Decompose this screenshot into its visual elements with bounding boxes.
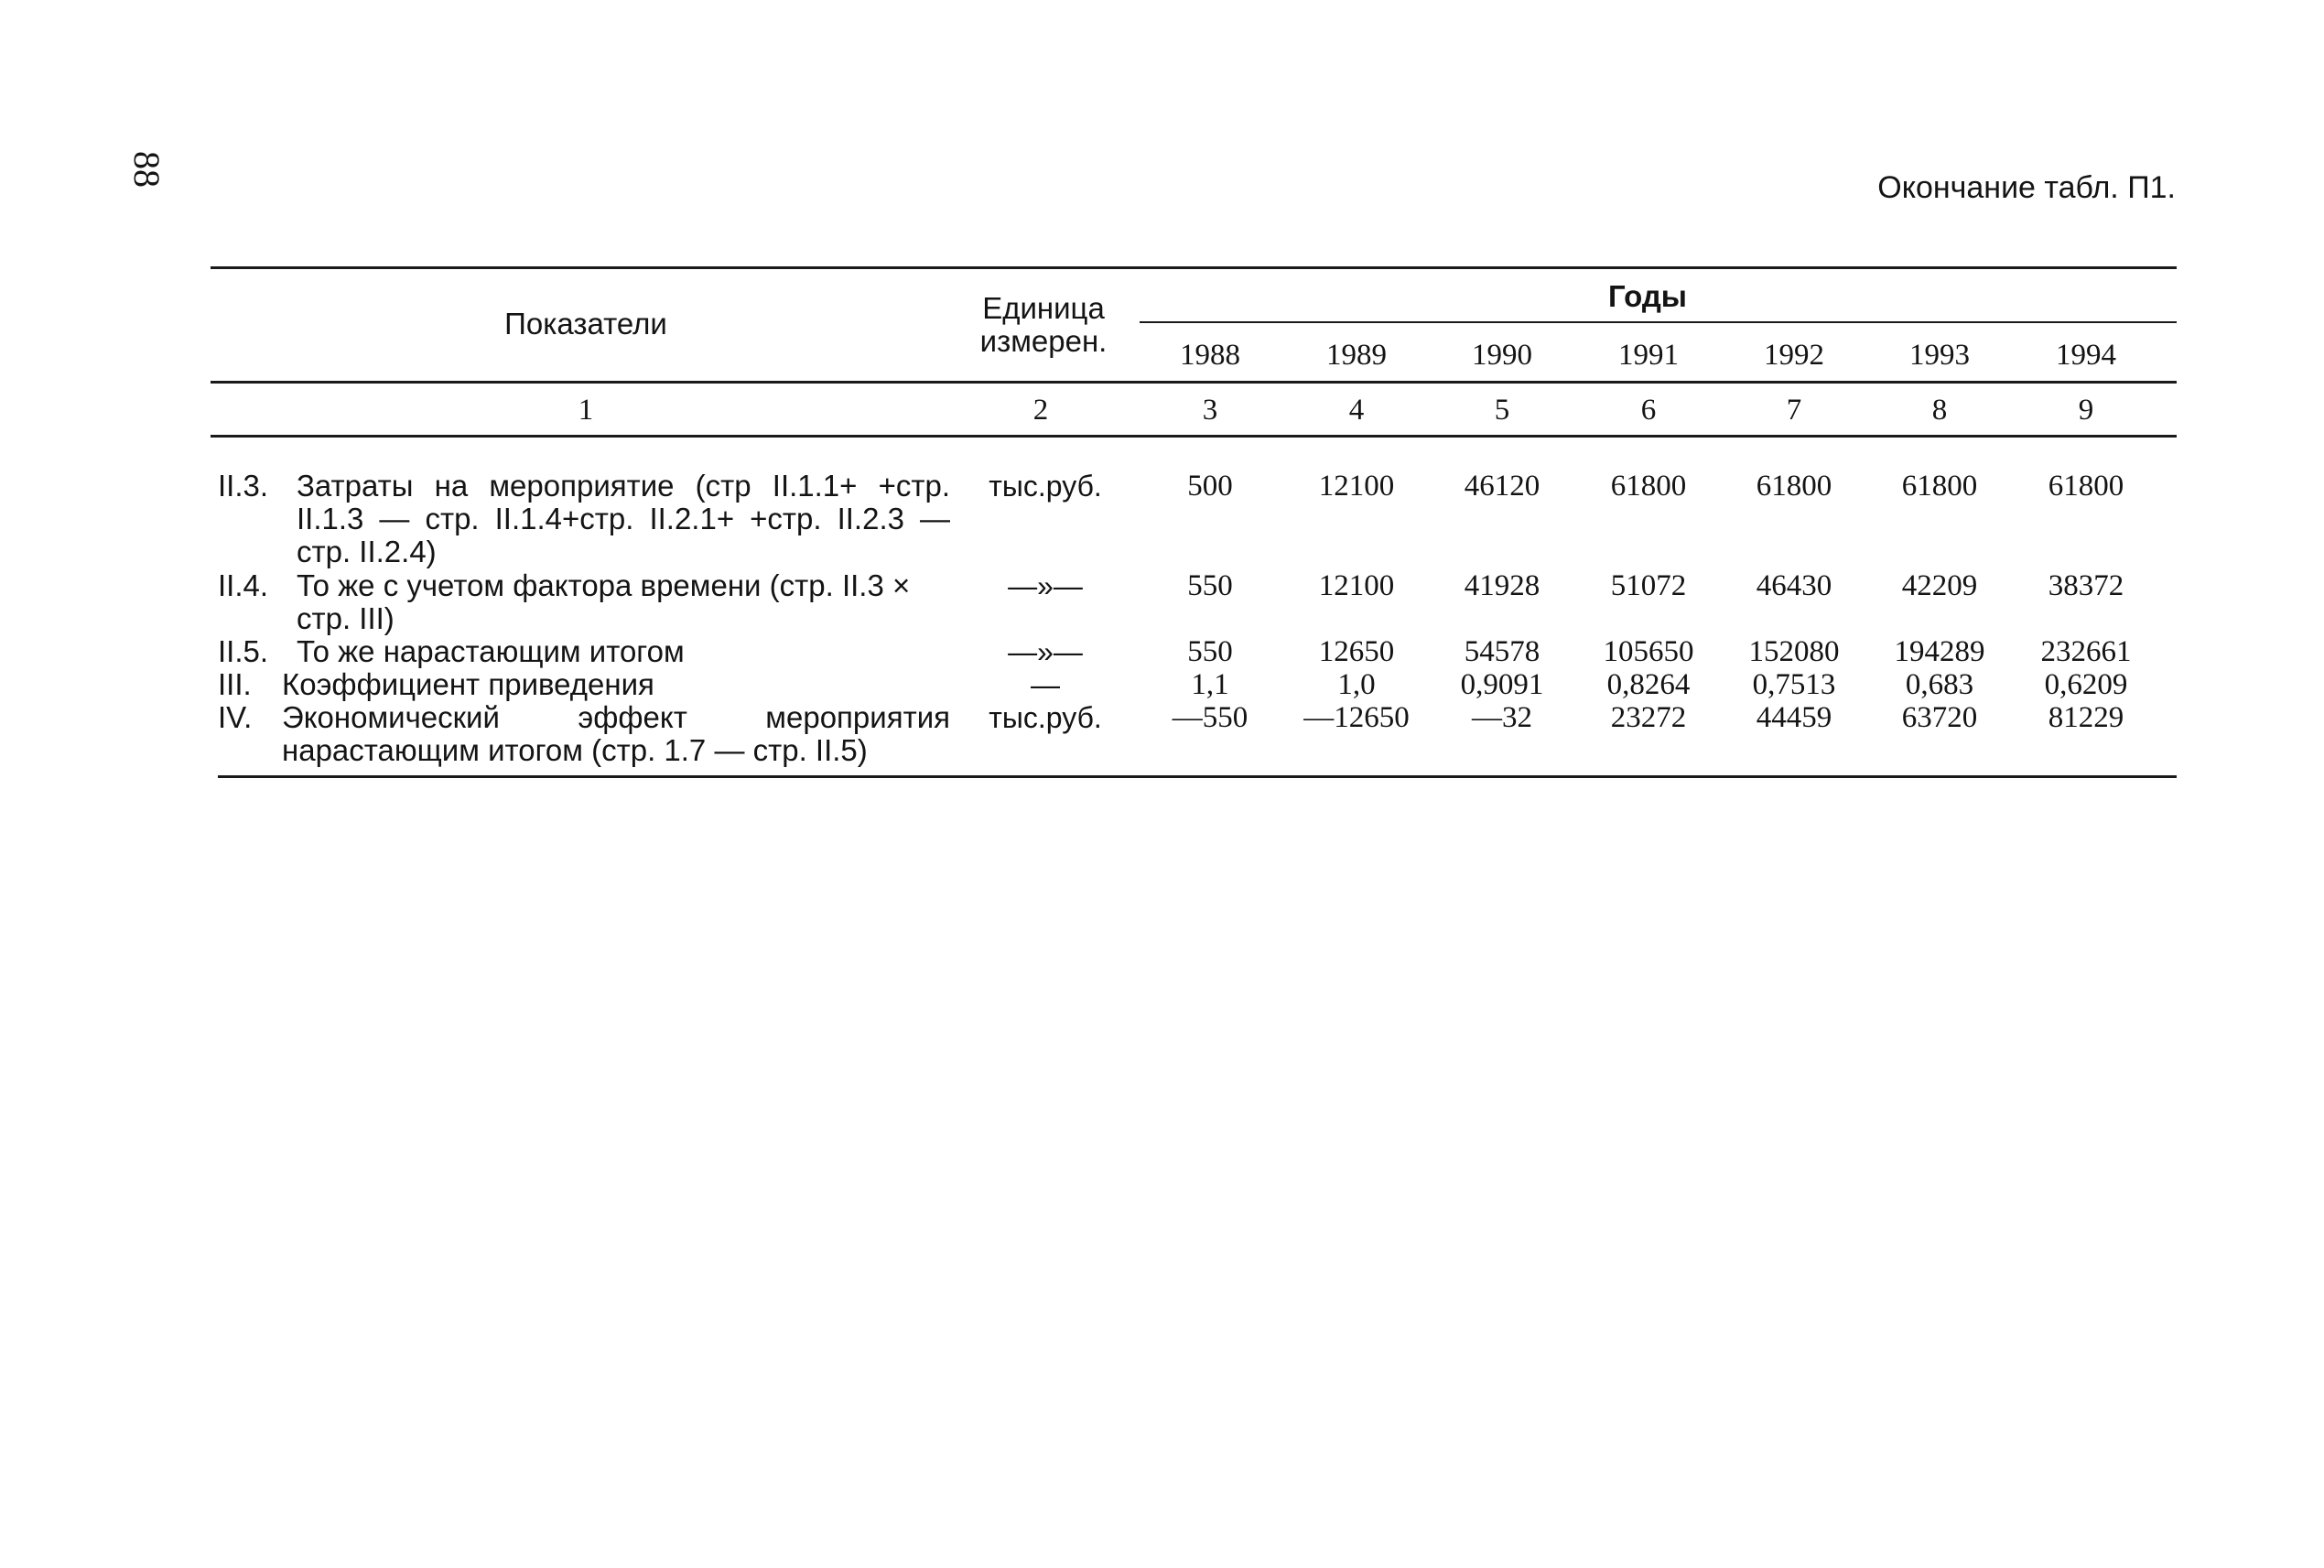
column-number-3: 3 <box>1202 394 1218 427</box>
value-cell: —550 <box>1172 701 1248 734</box>
value-cell: 12100 <box>1318 569 1395 602</box>
value-cell: 550 <box>1187 635 1233 668</box>
year-1990: 1990 <box>1472 339 1532 372</box>
row-text: То же с учетом фактора времени (стр. II.3 × стр. III) <box>297 568 911 635</box>
year-1989: 1989 <box>1326 339 1387 372</box>
year-1993: 1993 <box>1909 339 1970 372</box>
value-cell: 0,8264 <box>1606 668 1691 701</box>
value-cell: 51072 <box>1610 569 1687 602</box>
table-caption: Окончание табл. П1. <box>1877 170 2176 205</box>
value-cell: 194289 <box>1894 635 1985 668</box>
value-cell: 61800 <box>1756 470 1832 503</box>
row-text: То же нарастающим итогом <box>297 634 685 668</box>
column-number-2: 2 <box>1032 394 1049 427</box>
row-label-iii <box>218 668 950 701</box>
value-cell: 0,7513 <box>1752 668 1836 701</box>
value-cell: 12650 <box>1318 635 1395 668</box>
row-number: II.4. <box>218 568 269 602</box>
column-number-8: 8 <box>1931 394 1948 427</box>
column-number-6: 6 <box>1640 394 1657 427</box>
row-number: II.3. <box>218 469 269 503</box>
value-cell: 1,0 <box>1337 668 1376 701</box>
value-cell: 38372 <box>2048 569 2124 602</box>
value-cell: 54578 <box>1464 635 1540 668</box>
row-unit: —»— <box>1008 569 1083 602</box>
value-cell: 232661 <box>2040 635 2132 668</box>
table-bottom-rule <box>218 775 2177 778</box>
row-text: Затраты на мероприятие (стр II.1.1+ +стр. II.1.3 — стр. II.1.4+стр. II.2.1+ +стр. II.2.3 — стр. II.2.4) <box>297 469 950 568</box>
row-label-ii4 <box>218 569 950 635</box>
header-bottom-rule <box>211 381 2177 384</box>
value-cell: 500 <box>1187 470 1233 503</box>
value-cell: 41928 <box>1464 569 1540 602</box>
value-cell: 61800 <box>1901 470 1978 503</box>
row-number: II.5. <box>218 634 269 668</box>
column-numbers-rule <box>211 435 2177 438</box>
value-cell: 152080 <box>1748 635 1840 668</box>
value-cell: 46120 <box>1464 470 1540 503</box>
value-cell: 0,6209 <box>2044 668 2128 701</box>
years-rule <box>1140 321 2177 323</box>
row-label-iv <box>218 701 950 767</box>
row-text: Коэффициент приведения <box>282 667 654 701</box>
value-cell: 61800 <box>1610 470 1687 503</box>
page-number: 88 <box>126 151 168 188</box>
column-number-1: 1 <box>578 394 594 427</box>
value-cell: —12650 <box>1303 701 1410 734</box>
row-number: III. <box>218 667 252 701</box>
value-cell: 46430 <box>1756 569 1832 602</box>
value-cell: 1,1 <box>1191 668 1229 701</box>
value-cell: 81229 <box>2048 701 2124 734</box>
year-1994: 1994 <box>2056 339 2116 372</box>
row-unit: — <box>1031 668 1060 701</box>
column-number-7: 7 <box>1786 394 1802 427</box>
row-label-ii5 <box>218 635 950 668</box>
year-1991: 1991 <box>1618 339 1679 372</box>
header-unit-line1: Единица <box>982 291 1105 325</box>
value-cell: —32 <box>1472 701 1532 734</box>
row-unit: —»— <box>1008 635 1083 668</box>
column-number-9: 9 <box>2078 394 2094 427</box>
value-cell: 105650 <box>1603 635 1694 668</box>
value-cell: 61800 <box>2048 470 2124 503</box>
value-cell: 23272 <box>1610 701 1687 734</box>
row-number: IV. <box>218 700 253 734</box>
row-unit: тыс.руб. <box>989 470 1102 503</box>
row-text: Экономический эффект мероприятия нарастающим итогом (стр. 1.7 — стр. II.5) <box>282 700 950 767</box>
column-number-5: 5 <box>1494 394 1510 427</box>
value-cell: 0,9091 <box>1460 668 1544 701</box>
header-years: Годы <box>1608 279 1687 313</box>
value-cell: 550 <box>1187 569 1233 602</box>
header-unit-line2: измерен. <box>979 324 1108 358</box>
row-label-ii3 <box>218 470 950 568</box>
row-unit: тыс.руб. <box>989 701 1102 734</box>
year-1992: 1992 <box>1764 339 1824 372</box>
value-cell: 44459 <box>1756 701 1832 734</box>
table-top-rule <box>211 266 2177 269</box>
value-cell: 42209 <box>1901 569 1978 602</box>
value-cell: 12100 <box>1318 470 1395 503</box>
year-1988: 1988 <box>1180 339 1240 372</box>
value-cell: 63720 <box>1901 701 1978 734</box>
column-number-4: 4 <box>1348 394 1365 427</box>
value-cell: 0,683 <box>1905 668 1974 701</box>
header-indicators: Показатели <box>504 307 667 341</box>
